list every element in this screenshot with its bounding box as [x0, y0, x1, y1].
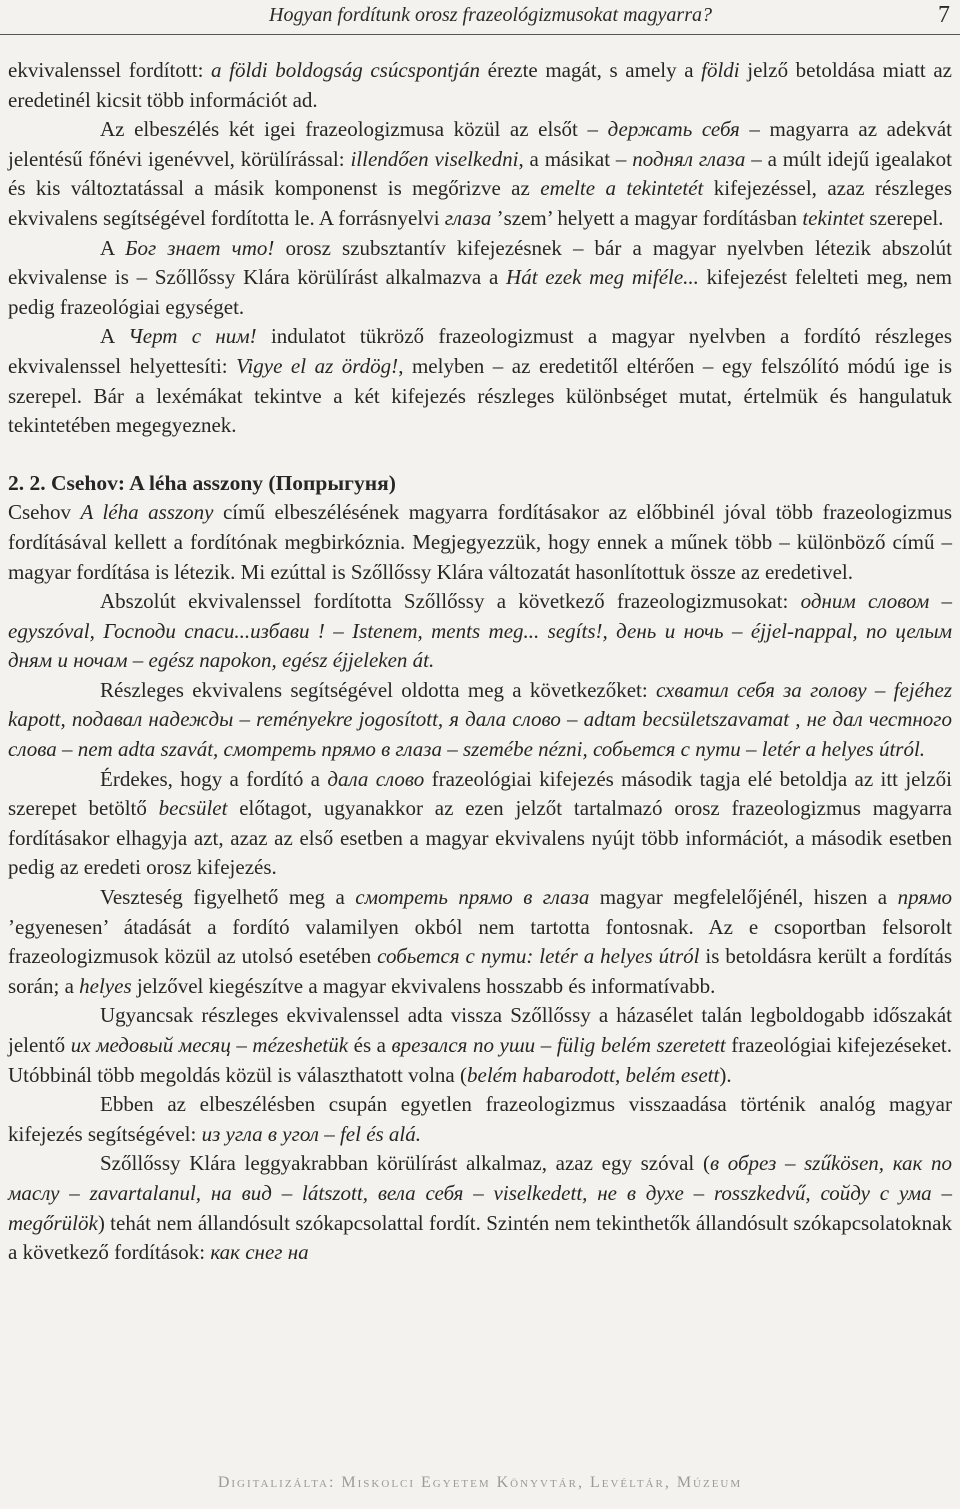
- italic-text: földi: [701, 58, 740, 82]
- paragraph-6: [8, 587, 952, 676]
- section-heading: 2. 2. Csehov: A léha asszony (Попрыгуня): [8, 470, 396, 495]
- text: előtagot, ugyanakkor az ezen jelzőt tartalmazó orosz frazeologizmus magyarra fordításakor elhagyja azt, azaz az első esetben a magyar ekvivalens nyújt több információt, a második esetben pedig az eredeti orosz kifejezés.: [8, 796, 953, 880]
- paragraph-7: [8, 676, 952, 765]
- italic-text: tekintet: [802, 205, 865, 230]
- italic-text: врезался по уши – fülig belém szeretett: [391, 1033, 726, 1057]
- italic-text: A léha asszony: [80, 500, 214, 525]
- text: , a másikat –: [518, 146, 633, 171]
- italic-text: дала слово: [327, 766, 425, 791]
- italic-text: Hát ezek meg miféle...: [506, 265, 699, 290]
- italic-text: becsület: [158, 796, 228, 821]
- text: magyar megfelelőjénél, hiszen a: [589, 885, 898, 910]
- text: A: [100, 324, 129, 349]
- paragraph-3: [8, 234, 952, 323]
- text: Ugyancsak részleges ekvivalenssel adta vissza Szőllőssy a házasélet talán legboldogabb időszakát jelentő: [8, 1003, 952, 1057]
- paragraph-10: [8, 1001, 952, 1090]
- text: indulatot tükröző frazeologizmust a magyar nyelvben a fordító részleges ekvivalenssel helyettesíti:: [8, 324, 952, 378]
- italic-text: глаза: [444, 205, 492, 230]
- page-number: 7: [938, 2, 950, 28]
- italic-text: emelte a tekintetét: [540, 176, 704, 201]
- text: orosz szubsztantív kifejezésnek – bár a magyar nyelvben létezik abszolút ekvivalense is – Szőllőssy Klára körülírást alkalmazva a: [8, 235, 953, 290]
- italic-text: держать себя: [607, 117, 740, 142]
- text: Részleges ekvivalens segítségével oldotta meg a következőket:: [100, 677, 656, 702]
- text: A: [100, 235, 126, 260]
- italic-text: смотреть прямо в глаза: [355, 885, 590, 910]
- italic-text: их медовый месяц – mézeshetük: [70, 1033, 349, 1057]
- text: Abszolút ekvivalenssel fordította Szőllőssy a következő frazeologizmusokat:: [100, 589, 801, 614]
- text: kifejezéssel, azaz részleges ekvivalens segítségével fordította le. A forrásnyelvi: [8, 176, 952, 230]
- text: Ebben az elbeszélésben csupán egyetlen frazeologizmus visszaadása történik analóg magyar kifejezés segítségével:: [8, 1092, 952, 1146]
- text: és a: [348, 1033, 392, 1057]
- running-header: [0, 0, 960, 35]
- text: érezte magát, s amely a: [480, 58, 702, 82]
- text: jelző betoldása miatt az eredetinél kicsit több információt ad.: [8, 58, 953, 112]
- text: , melyben – az eredetitől eltérően – egy felszólító módú ige is szerepel. Bár a lexémákat tekintve a két kifejezés részleges különbséget mutat, értelmük és hangulatuk tekintetében megegyeznek.: [8, 353, 952, 438]
- text: Csehov: [8, 500, 81, 525]
- italic-text: Бог знает что!: [125, 235, 275, 260]
- italic-text: одним словом – egyszóval, Господи спаси...избави ! – Istenem, ments meg... segíts!, день и ночь – éjjel-nappal, по целым дням и ночам – egész napokon, egész éjjeleken át.: [8, 589, 953, 673]
- header-title: Hogyan fordítunk orosz frazeológizmusokat magyarra?: [269, 4, 712, 26]
- text: Szőllőssy Klára leggyakrabban körülírást alkalmaz, azaz egy szóval (: [100, 1151, 710, 1176]
- italic-text: поднял глаза: [632, 146, 746, 171]
- paragraph-1: [8, 56, 952, 115]
- paragraph-9: [8, 883, 952, 1001]
- italic-text: собьется с пути: letér a helyes útról: [377, 944, 700, 969]
- italic-text: Vigye el az ördög!: [236, 353, 399, 378]
- spacer: [8, 441, 952, 469]
- paragraph-4: [8, 322, 952, 440]
- text: Érdekes, hogy a fordító a: [100, 766, 328, 791]
- text: Veszteség figyelhető meg a: [100, 885, 356, 910]
- italic-text: a földi boldogság csúcspontján: [211, 58, 481, 82]
- text: is betoldásra került a fordítás során; a: [8, 944, 952, 998]
- digitization-footer: Digitalizálta: Miskolci Egyetem Könyvtár, Levéltár, Múzeum: [217, 1474, 743, 1491]
- italic-text: helyes: [79, 973, 132, 998]
- text: – magyarra az adekvát jelentésű főnévi igenévvel, körülírással:: [8, 117, 952, 171]
- italic-text: Черт с ним!: [128, 324, 257, 349]
- text: – a múlt idejű igealakot és kis változtatással a másik komponenst is megőrizve az: [8, 146, 952, 201]
- text: kifejezést felelteti meg, nem pedig frazeológiai egységet.: [8, 265, 953, 319]
- paragraph-11: [8, 1090, 952, 1149]
- text: ’egyenesen’ átadását a fordító valamilyen okból nem tartotta fontosnak. Az e csoportban felsorolt frazeologizmusok közül az utolsó esetében: [8, 914, 952, 969]
- italic-text: illendően viselkedni: [350, 146, 519, 171]
- text: frazeológiai kifejezéseket. Utóbbinál több megoldás közül is választhatott volna (: [8, 1033, 952, 1087]
- italic-text: как снег на: [210, 1240, 309, 1265]
- main-text: [8, 56, 952, 1268]
- italic-text: прямо: [897, 885, 952, 910]
- paragraph-12: [8, 1149, 952, 1267]
- text: jelzővel kiegészítve a magyar ekvivalens hosszabb és informatívabb.: [131, 973, 716, 998]
- paragraph-5: [8, 498, 952, 587]
- paragraph-2: [8, 115, 952, 233]
- text: Az elbeszélés két igei frazeologizmusa közül az elsőt –: [100, 117, 608, 142]
- italic-text: belém habarodott, belém esett: [467, 1062, 720, 1087]
- paragraph-8: [8, 765, 952, 883]
- text: szerepel.: [864, 205, 944, 230]
- italic-text: в обрез – szűkösen, как по маслу – zavartalanul, на вид – látszott, вела себя – viselkedett, не в духе – rosszkedvű, сойду с ума – megőrülök: [8, 1151, 953, 1235]
- text: frazeológiai kifejezés második tagja elé betoldja az itt jelzői szerepet betöltő: [8, 766, 952, 821]
- italic-text: из угла в угол – fel és alá.: [201, 1121, 422, 1146]
- text: ekvivalenssel fordított:: [8, 58, 212, 82]
- text: ) tehát nem állandósult szókapcsolattal fordít. Szintén nem tekinthetők állandósult szókapcsolatoknak a következő fordítások:: [8, 1210, 952, 1265]
- text: ’szem’ helyett a magyar fordításban: [491, 205, 803, 230]
- text: ).: [719, 1062, 732, 1087]
- text: című elbeszélésének magyarra fordításakor az előbbinél jóval több frazeologizmus fordításával kellett a fordítónak megbirkóznia. Megjegyezzük, hogy ennek a műnek több – különböző című – magyar fordítása is létezik. Mi ezúttal is Szőllőssy Klára változatát hasonlítottuk össze az eredetivel.: [8, 500, 952, 584]
- italic-text: схватил себя за голову – fejéhez kapott, подавал надежды – reményekre jogosított, я дала слово – adtam becsületszavamat , не дал честного слова – nem adta szavát, смотреть прямо в глаза – szemébe nézni, собьется с пути – letér a helyes útról.: [8, 677, 952, 762]
